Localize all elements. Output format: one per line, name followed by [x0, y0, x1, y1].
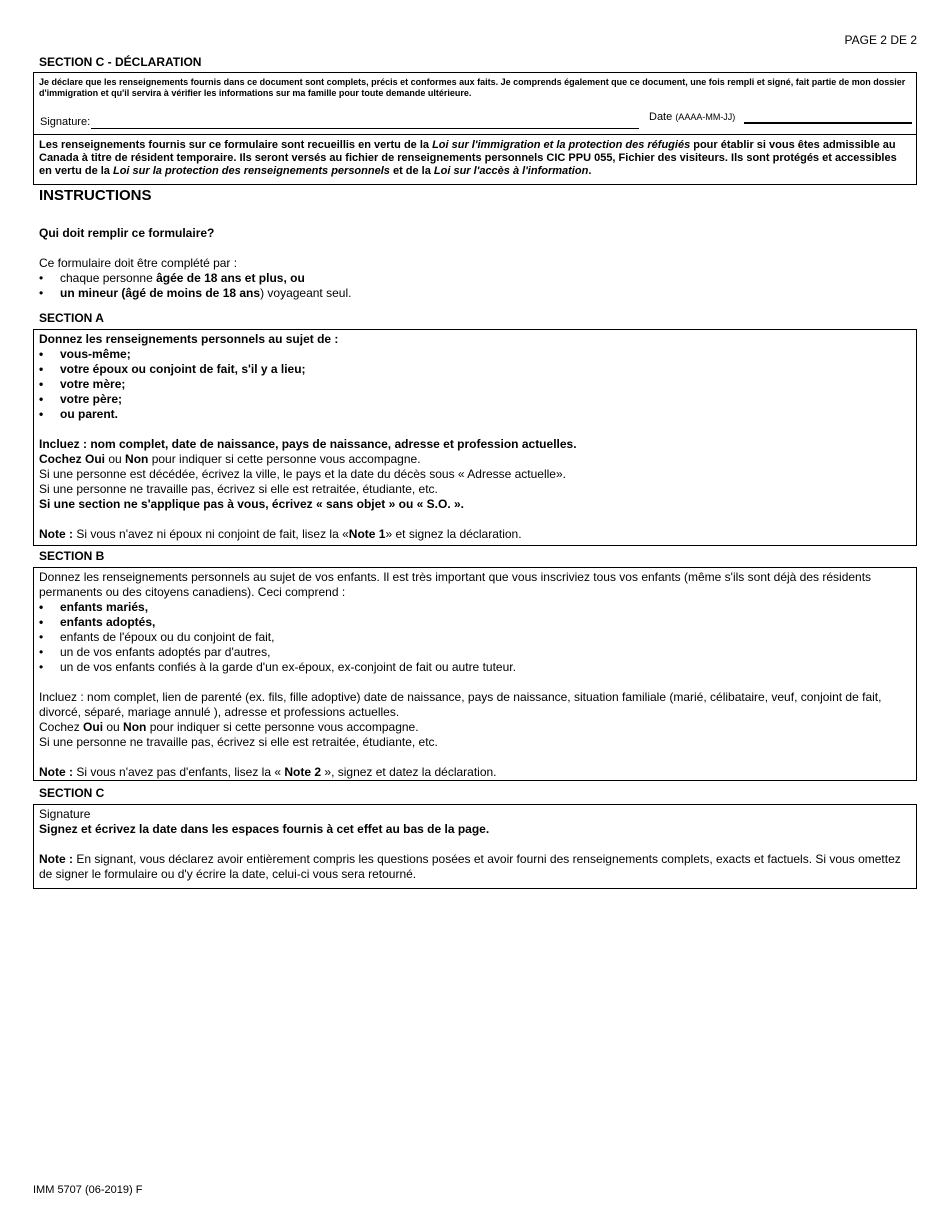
law-title: Loi sur l'immigration et la protection des réfugiés [432, 139, 691, 151]
law-title: Loi sur la protection des renseignements personnels [112, 165, 390, 177]
who-list [39, 271, 351, 301]
date-label: Date (AAAA-MM-JJ) [649, 111, 736, 123]
list-item: • un de vos enfants adoptés par d'autres, [39, 645, 910, 660]
list-item: • enfants adoptés, [39, 615, 910, 630]
section-a-not-applicable: Si une section ne s'applique pas à vous, écrivez « sans objet » ou « S.O. ». [39, 497, 464, 511]
instructions-title: INSTRUCTIONS [39, 187, 152, 204]
list-item: • votre mère; [39, 377, 910, 392]
page-number: PAGE 2 DE 2 [844, 33, 917, 47]
list-item: • un de vos enfants confiés à la garde d'un ex-époux, ex-conjoint de fait ou autre tuteur. [39, 660, 910, 675]
who-section [39, 256, 351, 301]
section-b-check: Cochez Oui ou Non pour indiquer si cette personne vous accompagne. [39, 720, 419, 734]
declaration-section-title: SECTION C - DÉCLARATION [39, 55, 202, 69]
declaration-text: Je déclare que les renseignements fournis dans ce document sont complets, précis et conformes aux faits. Je comprends également que ce document, une fois rempli et signé, fait partie de mon dossier d'immigration et qu'il servira à vérifier les informations sur ma famille pour toute demande ultérieure. [39, 77, 906, 98]
section-a-not-working: Si une personne ne travaille pas, écrivez si elle est retraitée, étudiante, etc. [39, 482, 438, 496]
section-c-title: SECTION C [39, 786, 105, 800]
section-c-instruction: Signez et écrivez la date dans les espaces fournis à cet effet au bas de la page. [39, 822, 490, 836]
date-field[interactable] [744, 122, 912, 124]
list-item: • votre père; [39, 392, 910, 407]
list-item: • vous-même; [39, 347, 910, 362]
list-item: • ou parent. [39, 407, 910, 422]
section-a-include: Incluez : nom complet, date de naissance, pays de naissance, adresse et profession actuelles. [39, 437, 577, 451]
privacy-notice: Les renseignements fournis sur ce formulaire sont recueillis en vertu de la Loi sur l'immigration et la protection des réfugiés pour établir si vous êtes admissible au Canada à titre de résident temporaire. Ils seront versés au fichier de renseignements personnels CIC PPU 055, Fichier des visiteurs. Ils sont protégés et accessibles en vertu de la Loi sur la protection des renseignements personnels et de la Loi sur l'accès à l'information. [39, 139, 897, 177]
section-a-list [39, 347, 910, 422]
section-a-intro: Donnez les renseignements personnels au sujet de : [39, 332, 339, 346]
date-format: (AAAA-MM-JJ) [675, 112, 736, 122]
section-b-intro: Donnez les renseignements personnels au sujet de vos enfants. Il est très important que vous inscriviez tous vos enfants (même s'ils sont déjà des résidents permanents ou des citoyens canadiens). Ceci comprend : [39, 570, 872, 599]
who-intro: Ce formulaire doit être complété par : [39, 256, 238, 270]
form-id: IMM 5707 (06-2019) F [33, 1184, 143, 1196]
section-b-box [33, 567, 917, 781]
law-title: Loi sur l'accès à l'information [433, 165, 589, 177]
list-item: • un mineur (âgé de moins de 18 ans) voyageant seul. [39, 286, 351, 301]
section-b-include: Incluez : nom complet, lien de parenté (ex. fils, fille adoptive) date de naissance, pays de naissance, situation familiale (marié, célibataire, veuf, conjoint de fait, divorcé, séparé, mariage annulé ), adresse et professions actuelles. [39, 690, 882, 719]
list-item: • chaque personne âgée de 18 ans et plus, ou [39, 271, 351, 286]
declaration-box [33, 72, 917, 185]
signature-label: Signature: [40, 116, 91, 128]
section-c-subtitle: Signature [39, 807, 91, 821]
list-item: • enfants de l'époux ou du conjoint de fait, [39, 630, 910, 645]
list-item: • enfants mariés, [39, 600, 910, 615]
section-a-note: Note : Si vous n'avez ni époux ni conjoint de fait, lisez la «Note 1» et signez la déclaration. [39, 527, 522, 541]
section-b-title: SECTION B [39, 549, 105, 563]
list-item: • votre époux ou conjoint de fait, s'il y a lieu; [39, 362, 910, 377]
divider [34, 134, 916, 135]
who-question: Qui doit remplir ce formulaire? [39, 226, 215, 240]
section-c-note: Note : En signant, vous déclarez avoir entièrement compris les questions posées et avoir fourni des renseignements complets, exacts et factuels. Si vous omettez de signer le formulaire ou d'y écrire la date, celui-ci vous sera retourné. [39, 852, 901, 881]
section-a-title: SECTION A [39, 311, 104, 325]
section-a-deceased: Si une personne est décédée, écrivez la ville, le pays et la date du décès sous « Adresse actuelle». [39, 467, 566, 481]
section-a-box [33, 329, 917, 546]
section-c-box [33, 804, 917, 889]
section-b-not-working: Si une personne ne travaille pas, écrivez si elle est retraitée, étudiante, etc. [39, 735, 438, 749]
section-b-list [39, 600, 910, 675]
section-b-note: Note : Si vous n'avez pas d'enfants, lisez la « Note 2 », signez et datez la déclaration. [39, 765, 497, 779]
signature-field[interactable] [91, 128, 639, 129]
section-a-check: Cochez Oui ou Non pour indiquer si cette personne vous accompagne. [39, 452, 421, 466]
